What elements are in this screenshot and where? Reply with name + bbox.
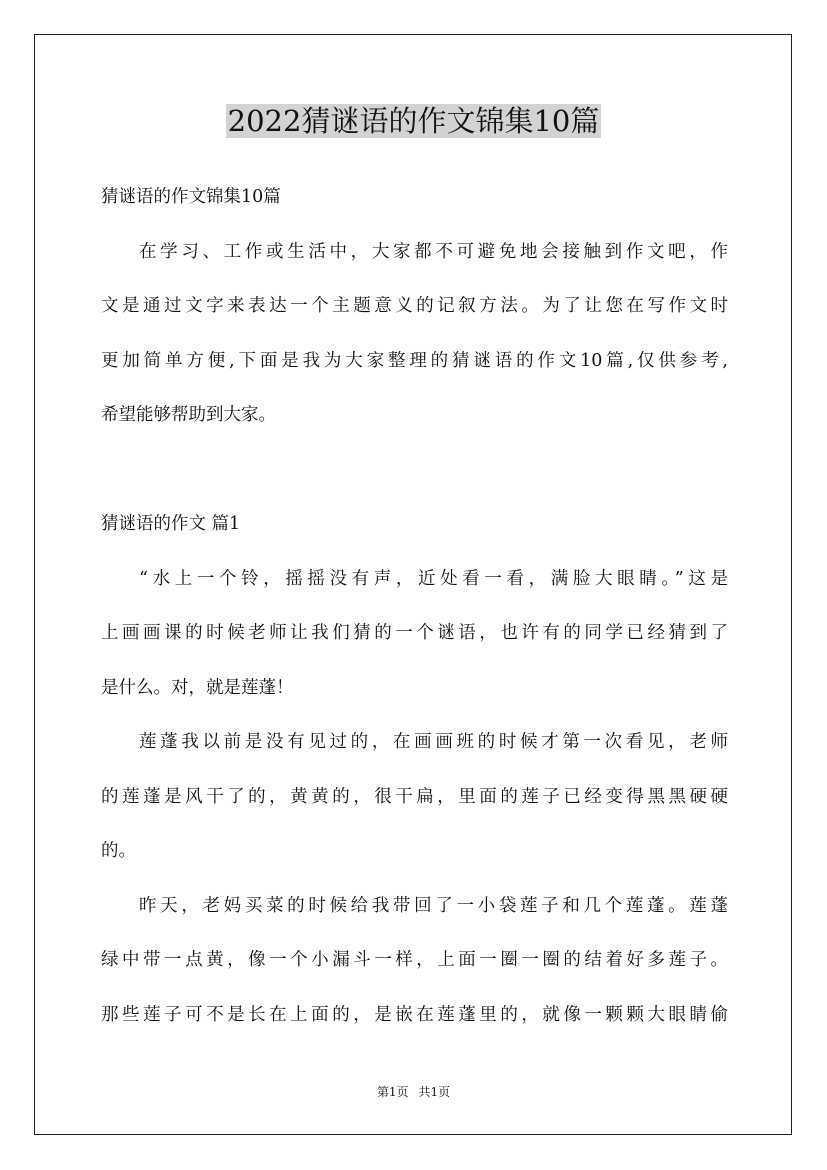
paragraph-line: 那些莲子可不是长在上面的，是嵌在莲蓬里的，就像一颗颗大眼睛偷	[101, 1004, 728, 1025]
paragraph-line: 昨天，老妈买菜的时候给我带回了一小袋莲子和几个莲蓬。莲蓬	[139, 895, 728, 916]
page-total: 共1页	[418, 1085, 451, 1099]
document-subtitle: 猜谜语的作文锦集10篇	[101, 187, 281, 207]
paragraph-spacer	[101, 443, 728, 498]
paragraph-line: 的莲蓬是风干了的，黄黄的，很干扁，里面的莲子已经变得黑黑硬硬	[101, 786, 728, 807]
paragraph-line: “水上一个铃，摇摇没有声，近处看一看，满脸大眼睛。”这是	[139, 568, 728, 589]
paragraph-line: 上画画课的时候老师让我们猜的一个谜语，也许有的同学已经猜到了	[101, 623, 728, 643]
document-title-text: 2022猜谜语的作文锦集10篇	[227, 104, 600, 138]
intro-line: 文是通过文字来表达一个主题意义的记叙方法。为了让您在写作文时	[101, 296, 728, 316]
paragraph-line: 莲蓬我以前是没有见过的，在画画班的时候才第一次看见，老师	[139, 732, 728, 752]
page-footer	[0, 1082, 827, 1102]
paragraph-line: 的。	[101, 841, 136, 861]
paragraph-line: 是什么。对，就是莲蓬！	[101, 677, 294, 698]
section-heading: 猜谜语的作文 篇1	[101, 514, 241, 534]
document-body	[101, 170, 728, 1042]
page-number: 第1页	[376, 1085, 409, 1099]
document-title	[0, 101, 827, 141]
intro-line: 更加简单方便,下面是我为大家整理的猜谜语的作文10篇,仅供参考,	[101, 350, 728, 371]
intro-line: 在学习、工作或生活中，大家都不可避免地会接触到作文吧，作	[139, 241, 728, 262]
paragraph-line: 绿中带一点黄，像一个小漏斗一样，上面一圈一圈的结着好多莲子。	[101, 950, 728, 970]
intro-line: 希望能够帮助到大家。	[101, 405, 276, 425]
